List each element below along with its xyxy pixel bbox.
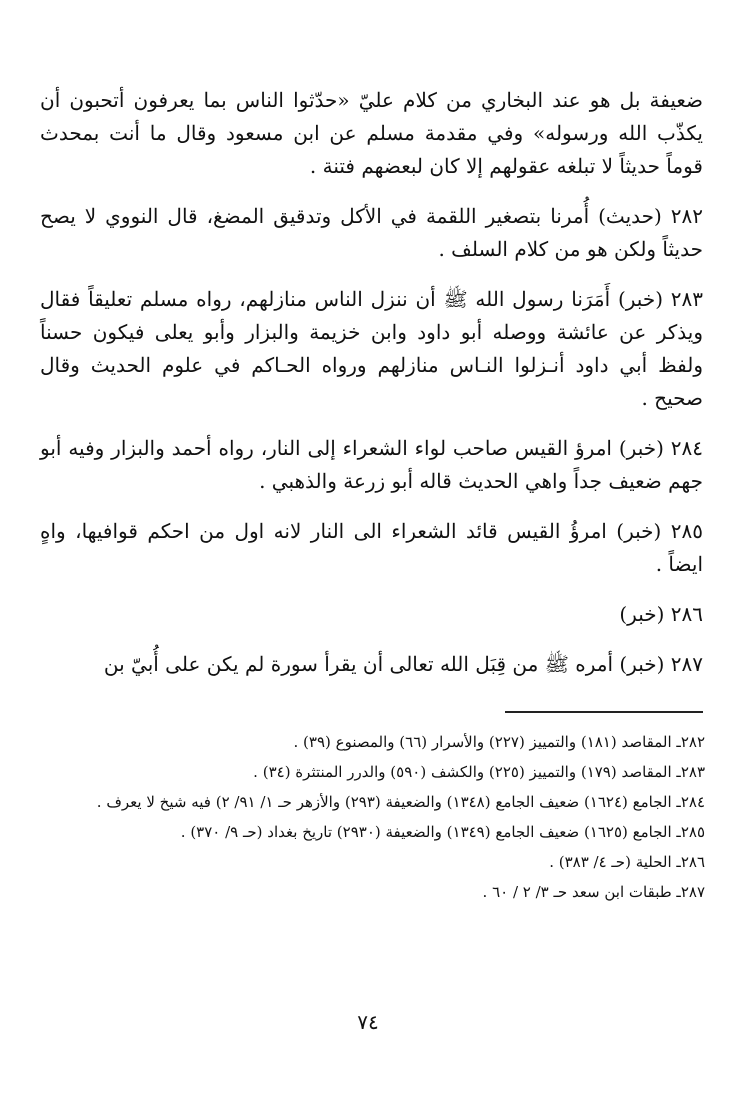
footnote-282: ٢٨٢ـ المقاصد (١٨١) والتمييز (٢٢٧) والأسرار (٦٦) والمصنوع (٣٩) . [293,733,705,751]
entry-287: ٢٨٧ (خبر) أمره ﷺ من قِبَل الله تعالى أن يقرأ سورة لم يكن على أُبيّ بن [103,652,703,676]
main-text [40,84,703,698]
footnotes [40,726,705,910]
entry-283: ٢٨٣ (خبر) أَمَرَنا رسول الله ﷺ أن ننزل الناس منازلهم، رواه مسلم تعليقاً فقال ويذكر عن عائشة ووصله أبو داود وابن خزيمة والبزار وأبو يعلى فيكون حسناً ولفظ أبي داود أنـزلوا النـاس منازلهم ورواه الحـاكم في علوم الحديث وقال صحيح . [40,287,703,410]
footnote-286: ٢٨٦ـ الحلية (حـ ٤/ ٣٨٣) . [549,853,705,871]
footnote-284: ٢٨٤ـ الجامع (١٦٢٤) ضعيف الجامع (١٣٤٨) والضعيفة (٢٩٣) والأزهر حـ ١/ ٩١/ ٢) فيه شيخ لا يعرف . [96,793,705,811]
footnote-285: ٢٨٥ـ الجامع (١٦٢٥) ضعيف الجامع (١٣٤٩) والضعيفة (٢٩٣٠) تاريخ بغداد (حـ ٩/ ٣٧٠) . [180,823,705,841]
entry-282: ٢٨٢ (حديث) أُمرنا بتصغير اللقمة في الأكل وتدقيق المضغ، قال النووي لا يصح حديثاً ولكن هو من كلام السلف . [40,204,703,261]
entry-284: ٢٨٤ (خبر) امرؤ القيس صاحب لواء الشعراء إلى النار، رواه أحمد والبزار وفيه أبو جهم ضعيف جداً واهي الحديث قاله أبو زرعة والذهبي . [40,436,703,493]
footnote-287: ٢٨٧ـ طبقات ابن سعد حـ ٣/ ٢ / ٦٠ . [482,883,705,901]
paragraph-continuation: ضعيفة بل هو عند البخاري من كلام عليّ «حدّثوا الناس بما يعرفون أتحبون أن يكذّب الله ورسوله» وفي مقدمة مسلم عن ابن مسعود وقال ما أنت بمحدث قوماً حديثاً لا تبلغه عقولهم إلا كان لبعضهم فتنة . [40,88,704,178]
footnote-divider [505,711,703,713]
entry-286: ٢٨٦ (خبر) [619,602,703,626]
footnote-283: ٢٨٣ـ المقاصد (١٧٩) والتمييز (٢٢٥) والكشف (٥٩٠) والدرر المنتثرة (٣٤) . [253,763,705,781]
page-number: ٧٤ [357,1010,379,1034]
entry-285: ٢٨٥ (خبر) امرؤُ القيس قائد الشعراء الى النار لانه اول من احكم قوافيها، واهٍ ايضاً . [40,519,703,576]
